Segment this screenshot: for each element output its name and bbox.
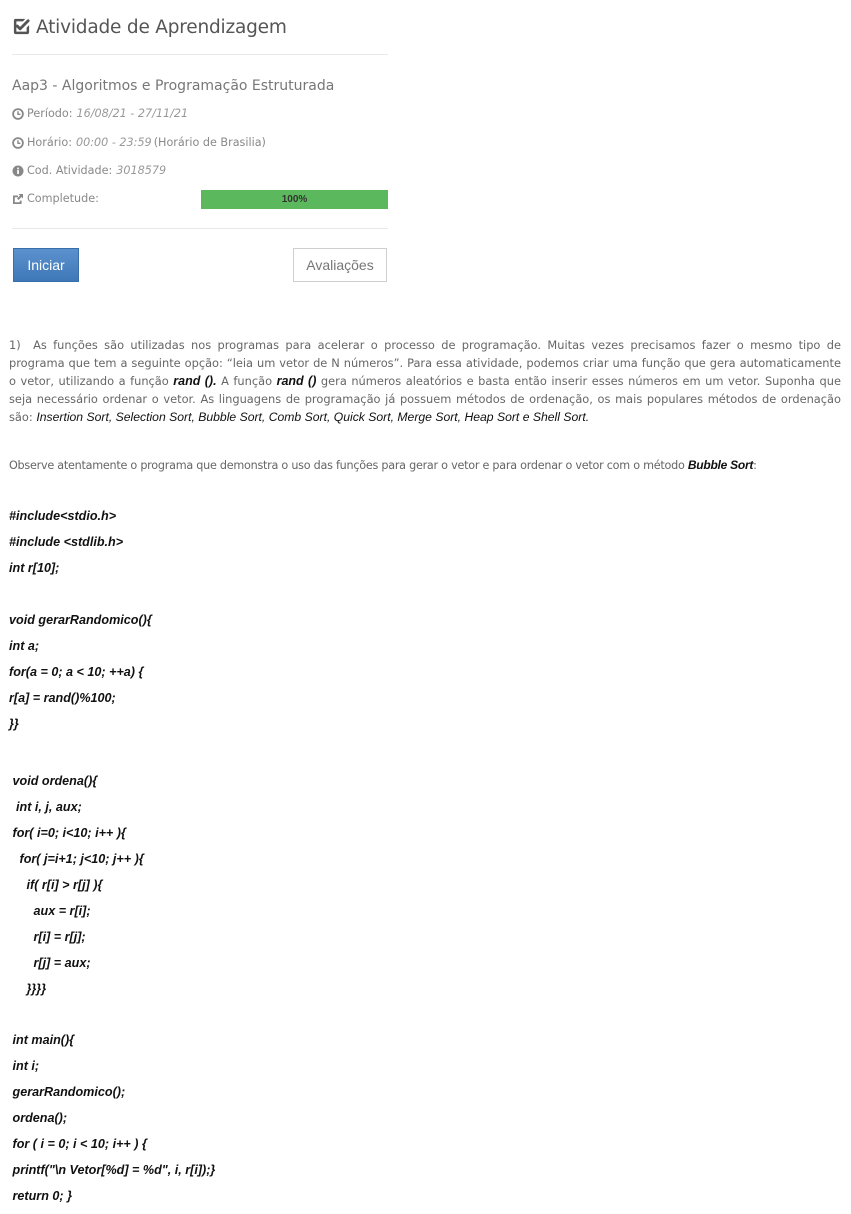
horario-value: 00:00 - 23:59	[76, 136, 152, 149]
code-line: ordena();	[9, 1111, 68, 1125]
horario-row	[12, 136, 266, 149]
cod-label: Cod. Atividade:	[27, 164, 113, 177]
page-title: Atividade de Aprendizagem	[36, 16, 287, 38]
question-number: 1)	[9, 338, 21, 352]
code-line: printf("\n Vetor[%d] = %d", i, r[i]);}	[9, 1163, 216, 1177]
code-line: r[a] = rand()%100;	[9, 691, 116, 705]
iniciar-button[interactable]: Iniciar	[13, 248, 79, 282]
code-line: int main(){	[9, 1033, 75, 1047]
question-part: As funções são utilizadas nos programas para acelerar o processo de programação. Muitas vezes precisamos fazer o mesmo tipo de programa que tem a seguinte opção: “leia um vetor de N números”. Para essa atividade, podemos criar uma função que gera automaticamente o vetor, utilizando a função	[9, 338, 842, 388]
observe-instruction	[9, 458, 757, 472]
code-line: void ordena(){	[9, 774, 98, 788]
periodo-row	[12, 107, 188, 120]
code-line: #include <stdlib.h>	[9, 535, 124, 549]
divider	[12, 228, 388, 229]
code-line: int a;	[9, 639, 40, 653]
code-line: for ( i = 0; i < 10; i++ ) {	[9, 1137, 147, 1151]
check-square-icon	[12, 17, 31, 36]
info-circle-icon	[12, 165, 24, 177]
cod-value: 3018579	[116, 164, 167, 177]
code-line: void gerarRandomico(){	[9, 613, 152, 627]
external-link-icon	[12, 193, 24, 205]
activity-card	[12, 0, 388, 273]
bubble-sort-ref: Bubble Sort	[687, 458, 754, 472]
rand-function-ref: rand ()	[276, 374, 317, 388]
code-line: return 0; }	[9, 1189, 72, 1203]
code-line: }}	[9, 717, 19, 731]
code-line: if( r[i] > r[j] ){	[9, 878, 103, 892]
question-text	[9, 336, 841, 426]
horario-timezone: (Horário de Brasilia)	[153, 136, 266, 149]
cod-atividade-row	[12, 164, 166, 177]
course-title: Aap3 - Algoritmos e Programação Estruturada	[12, 78, 335, 94]
code-line: for(a = 0; a < 10; ++a) {	[9, 665, 144, 679]
progress-bar-fill: 100%	[201, 190, 388, 209]
completude-progress	[201, 190, 388, 209]
observe-text: Observe atentamente o programa que demonstra o uso das funções para gerar o vetor e para ordenar o vetor com o método	[9, 459, 688, 472]
question-part: A função	[216, 374, 277, 388]
code-line: gerarRandomico();	[9, 1085, 126, 1099]
code-line: aux = r[i];	[9, 904, 91, 918]
code-line: for( j=i+1; j<10; j++ ){	[9, 852, 144, 866]
clock-icon	[12, 108, 24, 120]
code-line: for( i=0; i<10; i++ ){	[9, 826, 126, 840]
avaliacoes-button[interactable]: Avaliações	[293, 248, 387, 282]
completude-row	[12, 192, 99, 205]
observe-suffix: :	[753, 459, 757, 472]
card-header	[12, 0, 388, 55]
periodo-value: 16/08/21 - 27/11/21	[76, 107, 189, 120]
rand-function-ref: rand ().	[173, 374, 217, 388]
periodo-label: Período:	[27, 107, 73, 120]
sort-methods-list: Insertion Sort, Selection Sort, Bubble Sort, Comb Sort, Quick Sort, Merge Sort, Heap Sort e Shell Sort.	[36, 410, 590, 424]
code-line: r[i] = r[j];	[9, 930, 86, 944]
question-part: gera números aleatórios e basta então inserir esses números em um vetor. Suponha que seja necessário ordenar o vetor. As linguagens de programação já possuem métodos de ordenação, os mais populares métodos de ordenação são:	[9, 374, 841, 424]
code-line: r[j] = aux;	[9, 956, 91, 970]
code-line: int r[10];	[9, 561, 60, 575]
code-line: }}}}	[9, 982, 47, 996]
code-line: #include<stdio.h>	[9, 509, 117, 523]
completude-label: Completude:	[27, 192, 99, 205]
code-line: int i;	[9, 1059, 40, 1073]
horario-label: Horário:	[27, 136, 73, 149]
clock-icon	[12, 137, 24, 149]
code-line: int i, j, aux;	[9, 800, 82, 814]
